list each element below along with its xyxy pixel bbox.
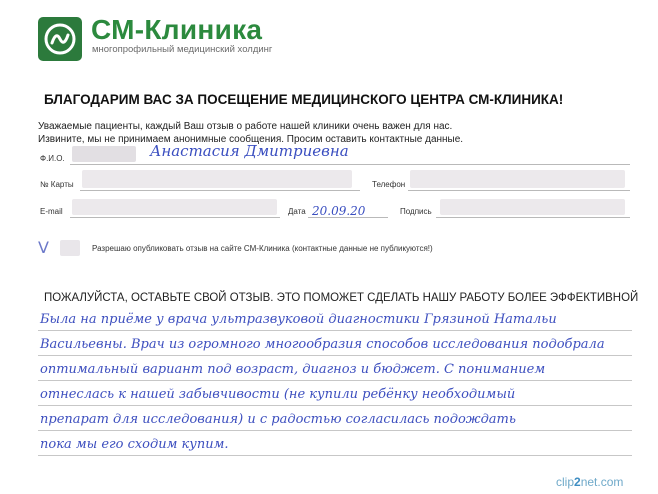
watermark-middle: 2 bbox=[574, 475, 581, 489]
watermark-prefix: clip bbox=[556, 475, 575, 489]
review-rule bbox=[38, 405, 632, 406]
email-label: E-mail bbox=[40, 207, 63, 216]
clinic-logo bbox=[38, 17, 82, 61]
redacted-area bbox=[60, 240, 80, 256]
review-rule bbox=[38, 380, 632, 381]
redacted-area bbox=[440, 199, 625, 215]
watermark-suffix: net.com bbox=[580, 475, 624, 489]
review-rule bbox=[38, 355, 632, 356]
brand-name: СМ-Клиника bbox=[91, 14, 263, 45]
form-heading: БЛАГОДАРИМ ВАС ЗА ПОСЕЩЕНИЕ МЕДИЦИНСКОГО ЦЕНТРА СМ-КЛИНИКА! bbox=[44, 92, 564, 107]
review-text-line[interactable]: отнеслась к нашей забывчивости (не купили ребёнку необходимый bbox=[40, 387, 516, 402]
email-line bbox=[70, 217, 280, 218]
redacted-area bbox=[410, 170, 625, 188]
intro-line-1: Уважаемые пациенты, каждый Ваш отзыв о работе нашей клиники очень важен для нас. bbox=[38, 121, 453, 132]
consent-text: Разрешаю опубликовать отзыв на сайте СМ-Клиника (контактные данные не публикуются!) bbox=[92, 244, 433, 253]
signature-label: Подпись bbox=[400, 207, 432, 216]
redacted-area bbox=[82, 170, 352, 188]
redacted-area bbox=[72, 146, 136, 162]
date-label: Дата bbox=[288, 207, 306, 216]
fio-label: Ф.И.О. bbox=[40, 154, 65, 163]
signature-line bbox=[436, 217, 630, 218]
brand-tagline: многопрофильный медицинский холдинг bbox=[92, 44, 273, 55]
phone-line bbox=[408, 190, 630, 191]
fio-value[interactable]: Анастасия Дмитриевна bbox=[150, 142, 349, 160]
review-text-line[interactable]: пока мы его сходим купим. bbox=[40, 437, 229, 452]
review-text-line[interactable]: оптимальный вариант под возраст, диагноз и бюджет. С пониманием bbox=[40, 362, 546, 377]
review-heading: ПОЖАЛУЙСТА, ОСТАВЬТЕ СВОЙ ОТЗЫВ. ЭТО ПОМОЖЕТ СДЕЛАТЬ НАШУ РАБОТУ БОЛЕЕ ЭФФЕКТИВНОЙ bbox=[44, 290, 639, 304]
review-rule bbox=[38, 330, 632, 331]
redacted-area bbox=[72, 199, 277, 215]
review-rule bbox=[38, 430, 632, 431]
sm-clinic-logo-icon bbox=[44, 23, 76, 55]
review-text-line[interactable]: Была на приёме у врача ультразвуковой диагностики Грязиной Натальи bbox=[40, 312, 557, 327]
review-text-line[interactable]: препарат для исследования) и с радостью согласилась подождать bbox=[40, 412, 516, 427]
intro-line-2: Извините, мы не принимаем анонимные сообщения. Просим оставить контактные данные. bbox=[38, 134, 464, 145]
watermark bbox=[556, 475, 623, 489]
fio-line bbox=[70, 164, 630, 165]
card-label: № Карты bbox=[40, 180, 74, 189]
review-text-line[interactable]: Васильевны. Врач из огромного многообразия способов исследования подобрала bbox=[40, 337, 605, 352]
card-line bbox=[80, 190, 360, 191]
review-rule bbox=[38, 455, 632, 456]
date-value[interactable]: 20.09.20 bbox=[312, 204, 366, 218]
consent-checkmark[interactable]: V bbox=[38, 238, 49, 257]
phone-label: Телефон bbox=[372, 180, 406, 189]
